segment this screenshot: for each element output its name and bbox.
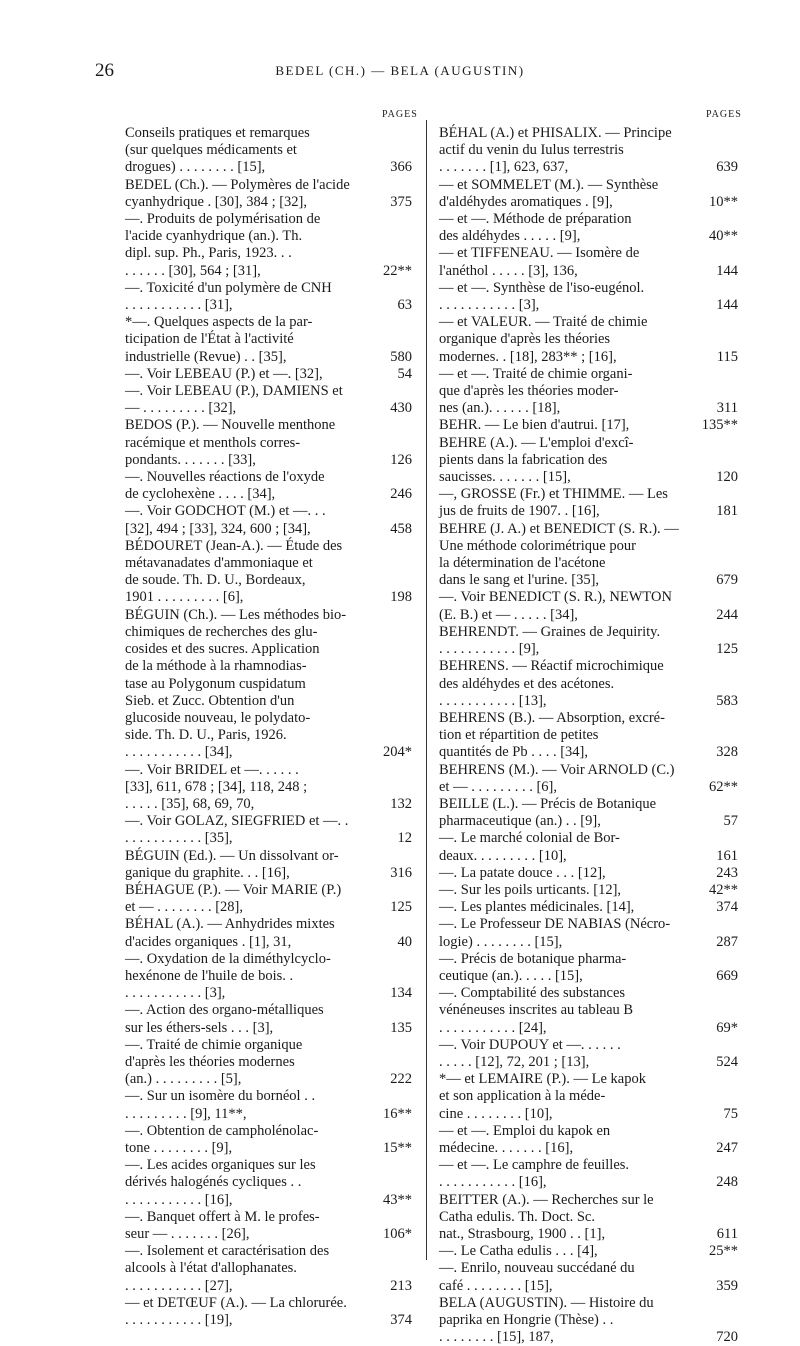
index-entry	[439, 796, 738, 830]
index-entry	[439, 245, 738, 279]
right-column	[439, 125, 738, 1346]
entry-text: — et DETŒUF (A.). — La chlorurée. . . . . . . . . . . . [19],	[125, 1294, 347, 1329]
index-entry	[439, 280, 738, 314]
index-entry	[125, 848, 412, 882]
entry-text: BEDOS (P.). — Nouvelle menthone racémique et menthols corres- pondants. . . . . . . [33],	[125, 417, 336, 468]
index-entry	[439, 916, 738, 950]
index-entry	[439, 417, 738, 434]
entry-text: — et SOMMELET (M.). — Synthèse d'aldéhydes aromatiques . [9],	[439, 176, 659, 210]
entry-text: BÉDOURET (Jean-A.). — Étude des métavanadates d'ammoniaque et de soude. Th. D. U., Bordeaux, 1901 . . . . . . . . . [6],	[125, 537, 343, 606]
pages-label-left: PAGES	[382, 109, 418, 120]
entry-text: BEITTER (A.). — Recherches sur le Catha edulis. Th. Doct. Sc. nat., Strasbourg, 1900 . . [1],	[439, 1191, 654, 1242]
entry-page: 69*	[716, 1019, 738, 1036]
entry-text: —. Enrilo, nouveau succédané du café . . . . . . . . [15],	[439, 1260, 635, 1294]
entry-text: —. Le Professeur DE NABIAS (Nécro- logie) . . . . . . . . [15],	[439, 916, 671, 950]
entry-text: —. Le Catha edulis . . . [4],	[439, 1243, 598, 1260]
entry-text: — et —. Traité de chimie organi- que d'après les théories moder- nes (an.). . . . . . [18],	[439, 365, 633, 417]
index-entry	[439, 1071, 738, 1123]
entry-page: 125	[716, 641, 738, 658]
entry-text: —. Voir BRIDEL et —. . . . . . [33], 611, 678 ; [34], 118, 248 ; . . . . . [35], 68, 69, 70,	[125, 761, 308, 812]
index-entry	[439, 830, 738, 864]
entry-page: 144	[716, 262, 738, 279]
index-entry	[439, 865, 738, 882]
entry-text: —. Toxicité d'un polymère de CNH . . . . . . . . . . . [31],	[125, 279, 332, 314]
entry-text: — et TIFFENEAU. — Isomère de l'anéthol . . . . . [3], 136,	[439, 245, 640, 279]
pages-label-right: PAGES	[706, 109, 742, 120]
entry-text: —. Oxydation de la diméthylcyclo- hexénone de l'huile de bois. . . . . . . . . . . . . [3],	[125, 950, 331, 1002]
entry-page: 669	[716, 967, 738, 984]
entry-page: 75	[723, 1105, 738, 1122]
entry-page: 328	[716, 744, 738, 761]
index-entry	[125, 951, 412, 1003]
index-entry	[439, 1192, 738, 1244]
entry-page: 120	[716, 469, 738, 486]
entry-text: BÉHAL (A.). — Anhydrides mixtes d'acides organiques . [1], 31,	[125, 916, 335, 950]
left-column	[125, 125, 412, 1329]
index-entry	[125, 1209, 412, 1243]
column-divider	[426, 120, 427, 1260]
entry-text: BEDEL (Ch.). — Polymères de l'acide cyanhydrique . [30], 384 ; [32],	[125, 176, 350, 210]
entry-text: —. Sur un isomère du bornéol . . . . . . . . . . . [9], 11**,	[125, 1088, 316, 1122]
entry-page: 57	[723, 813, 738, 830]
entry-text: Conseils pratiques et remarques (sur quelques médicaments et drogues) . . . . . . . . [15],	[125, 125, 310, 176]
entry-text: — et —. Méthode de préparation des aldéhydes . . . . . [9],	[439, 211, 632, 245]
entry-page: 115	[716, 348, 738, 365]
entry-text: —. Les plantes médicinales. [14],	[439, 899, 635, 916]
running-title: BEDEL (CH.) — BELA (AUGUSTIN)	[275, 63, 525, 78]
entry-text: BÉHAL (A.) et PHISALIX. — Principe actif du venin du Iulus terrestris . . . . . . . [1], 623, 637,	[439, 125, 672, 176]
index-entry	[125, 1295, 412, 1329]
entry-page: 125	[390, 899, 412, 916]
index-entry	[125, 813, 412, 847]
entry-text: —. Sur les poils urticants. [12],	[439, 881, 622, 898]
entry-page: 244	[716, 606, 738, 623]
entry-text: BEHRENS (B.). — Absorption, excré- tion et répartition de petites quantités de Pb . . . . [34],	[439, 709, 665, 761]
page-number: 26	[95, 60, 114, 81]
entry-page: 198	[390, 589, 412, 606]
entry-page: 639	[716, 159, 738, 176]
entry-text: —. Précis de botanique pharma- ceutique (an.). . . . . [15],	[439, 950, 627, 984]
entry-page: 316	[390, 864, 412, 881]
entry-page: 40	[397, 933, 412, 950]
entry-page: 430	[390, 400, 412, 417]
entry-page: 42**	[709, 881, 738, 898]
index-entry	[125, 607, 412, 762]
index-entry	[439, 1037, 738, 1071]
index-entry	[125, 383, 412, 417]
entry-text: *—. Quelques aspects de la par- ticipation de l'État à l'activité industrielle (Revue) . . [35],	[125, 314, 313, 365]
entry-page: 10**	[709, 193, 738, 210]
entry-page: 246	[390, 486, 412, 503]
entry-page: 161	[716, 847, 738, 864]
entry-text: BEHRENS (M.). — Voir ARNOLD (C.) et — . . . . . . . . . [6],	[439, 761, 675, 795]
entry-text: —. Nouvelles réactions de l'oxyde de cyclohexène . . . . [34],	[125, 469, 325, 503]
index-entry	[439, 762, 738, 796]
index-entry	[439, 1157, 738, 1191]
entry-page: 204*	[383, 744, 412, 761]
entry-text: BEILLE (L.). — Précis de Botanique pharmaceutique (an.) . . [9],	[439, 795, 657, 830]
entry-page: 374	[390, 1312, 412, 1329]
entry-text: BÉHAGUE (P.). — Voir MARIE (P.) et — . . . . . . . . [28],	[125, 881, 342, 916]
entry-page: 524	[716, 1053, 738, 1070]
entry-text: —. Isolement et caractérisation des alcools à l'état d'allophanates. . . . . . . . . . . . [27],	[125, 1243, 330, 1294]
index-entry	[125, 280, 412, 314]
entry-text: —. Les acides organiques sur les dérivés halogénés cycliques . . . . . . . . . . . . . [16],	[125, 1157, 316, 1208]
index-entry	[125, 1123, 412, 1157]
entry-page: 63	[397, 297, 412, 314]
entry-page: 248	[716, 1174, 738, 1191]
index-entry	[125, 469, 412, 503]
entry-text: BÉGUIN (Ed.). — Un dissolvant or- ganique du graphite. . . [16],	[125, 847, 339, 881]
index-entry	[125, 1002, 412, 1036]
index-entry	[439, 366, 738, 418]
entry-page: 12	[397, 830, 412, 847]
entry-text: BEHRE (J. A.) et BENEDICT (S. R.). — Une méthode colorimétrique pour la détermination de l'acétone dans le sang et l'urine. [35],	[439, 520, 679, 589]
entry-page: 580	[390, 348, 412, 365]
entry-page: 213	[390, 1277, 412, 1294]
entry-page: 374	[716, 899, 738, 916]
entry-text: —. Action des organo-métalliques sur les éthers-sels . . . [3],	[125, 1002, 324, 1036]
entry-page: 583	[716, 692, 738, 709]
entry-text: — et —. Le camphre de feuilles. . . . . . . . . . . . [16],	[439, 1157, 630, 1191]
entry-page: 132	[390, 795, 412, 812]
entry-page: 366	[390, 159, 412, 176]
index-entry	[439, 899, 738, 916]
entry-page: 359	[716, 1277, 738, 1294]
entry-page: 679	[716, 572, 738, 589]
entry-text: — et —. Emploi du kapok en médecine. . . . . . . [16],	[439, 1122, 611, 1156]
index-entry	[439, 1260, 738, 1294]
index-entry	[125, 366, 412, 383]
entry-page: 311	[716, 400, 738, 417]
entry-page: 287	[716, 933, 738, 950]
index-entry	[439, 1243, 738, 1260]
entry-text: —. Voir DUPOUY et —. . . . . . . . . . . [12], 72, 201 ; [13],	[439, 1036, 621, 1070]
entry-page: 15**	[383, 1139, 412, 1156]
entry-text: BEHRENDT. — Graines de Jequirity. . . . . . . . . . . . [9],	[439, 623, 661, 658]
index-entry	[125, 538, 412, 607]
entry-text: BEHRE (A.). — L'emploi d'excî- pients dans la fabrication des saucisses. . . . . . . [15],	[439, 434, 634, 486]
entry-page: 25**	[709, 1243, 738, 1260]
index-entry	[125, 1157, 412, 1209]
entry-text: —. Voir BENEDICT (S. R.), NEWTON (E. B.) et — . . . . . [34],	[439, 589, 672, 623]
running-header	[0, 60, 800, 86]
index-entry	[439, 435, 738, 487]
entry-text: —. Voir LEBEAU (P.), DAMIENS et — . . . . . . . . . [32],	[125, 383, 343, 417]
entry-page: 16**	[383, 1105, 412, 1122]
index-entry	[439, 521, 738, 590]
entry-page: 126	[390, 451, 412, 468]
entry-text: —. Voir GOLAZ, SIEGFRIED et —. . . . . . . . . . . . . [35],	[125, 813, 349, 847]
index-entry	[439, 589, 738, 623]
entry-text: — et VALEUR. — Traité de chimie organique d'après les théories modernes. . [18], 283** ; [16],	[439, 314, 648, 365]
index-entry	[125, 1088, 412, 1122]
entry-text: —. La patate douce . . . [12],	[439, 864, 606, 881]
index-entry	[125, 314, 412, 366]
entry-text: —. Obtention de campholénolac- tone . . . . . . . . [9],	[125, 1122, 319, 1156]
entry-page: 375	[390, 193, 412, 210]
index-entry	[439, 314, 738, 366]
index-entry	[125, 417, 412, 469]
entry-page: 144	[716, 297, 738, 314]
entry-page: 247	[716, 1139, 738, 1156]
entry-page: 134	[390, 985, 412, 1002]
entry-page: 54	[397, 365, 412, 382]
entry-page: 43**	[383, 1191, 412, 1208]
entry-text: —. Le marché colonial de Bor- deaux. . . . . . . . . [10],	[439, 830, 620, 864]
entry-page: 181	[716, 503, 738, 520]
entry-page: 135**	[701, 417, 738, 434]
entry-text: —. Voir LEBEAU (P.) et —. [32],	[125, 365, 323, 382]
index-entry	[439, 710, 738, 762]
index-entry	[125, 211, 412, 280]
index-entry	[439, 1295, 738, 1346]
entry-text: BEHR. — Le bien d'autrui. [17],	[439, 417, 630, 434]
entry-text: —. Traité de chimie organique d'après les théories modernes (an.) . . . . . . . . . [5],	[125, 1036, 303, 1088]
entry-text: BÉGUIN (Ch.). — Les méthodes bio- chimiques de recherches des glu- cosides et des sucres. Application de la méthode à la rhamnodias- tase au Polygonum cuspidatum Sieb. et Zucc. Obtention d'un glucoside nouveau, le polydato- side. Th. D. U., Paris, 1926. . . . . . . . . . . . [34],	[125, 606, 347, 761]
entry-text: —, GROSSE (Fr.) et THIMME. — Les jus de fruits de 1907. . [16],	[439, 486, 668, 520]
entry-page: 611	[716, 1226, 738, 1242]
index-entry	[125, 916, 412, 950]
entry-page: 22**	[383, 262, 412, 279]
index-entry	[125, 125, 412, 177]
index-entry	[125, 762, 412, 814]
entry-page: 458	[390, 520, 412, 537]
index-entry	[439, 951, 738, 985]
entry-page: 222	[390, 1071, 412, 1088]
entry-page: 243	[716, 864, 738, 881]
index-entry	[439, 658, 738, 710]
entry-text: —. Voir GODCHOT (M.) et —. . . [32], 494 ; [33], 324, 600 ; [34],	[125, 503, 326, 537]
index-entry	[439, 177, 738, 211]
entry-text: BEHRENS. — Réactif microchimique des aldéhydes et des acétones. . . . . . . . . . . . [13],	[439, 658, 664, 709]
index-entry	[125, 1243, 412, 1295]
index-entry	[125, 1037, 412, 1089]
entry-page: 106*	[383, 1226, 412, 1242]
entry-page: 720	[716, 1329, 738, 1346]
index-entry	[125, 882, 412, 916]
index-entry	[439, 1123, 738, 1157]
entry-page: 135	[390, 1019, 412, 1036]
index-entry	[125, 177, 412, 211]
index-entry	[439, 882, 738, 899]
entry-text: —. Produits de polymérisation de l'acide cyanhydrique (an.). Th. dipl. sup. Ph., Paris, 1923. . . . . . . . . [30], 564 ; [31],	[125, 211, 321, 279]
entry-text: —. Banquet offert à M. le profes- seur — . . . . . . . [26],	[125, 1208, 320, 1242]
index-entry	[439, 211, 738, 245]
entry-text: —. Comptabilité des substances vénéneuses inscrites au tableau B . . . . . . . . . . . [24],	[439, 985, 634, 1036]
index-entry	[125, 503, 412, 537]
index-entry	[439, 125, 738, 177]
index-entry	[439, 624, 738, 658]
index-entry	[439, 486, 738, 520]
entry-page: 62**	[709, 778, 738, 795]
entry-page: 40**	[709, 228, 738, 245]
entry-text: BELA (AUGUSTIN). — Histoire du paprika en Hongrie (Thèse) . . . . . . . . . . [15], 187,	[439, 1294, 654, 1346]
entry-text: *— et LEMAIRE (P.). — Le kapok et son application à la méde- cine . . . . . . . . [10],	[439, 1071, 646, 1122]
index-entry	[439, 985, 738, 1037]
entry-text: — et —. Synthèse de l'iso-eugénol. . . . . . . . . . . . [3],	[439, 279, 645, 314]
